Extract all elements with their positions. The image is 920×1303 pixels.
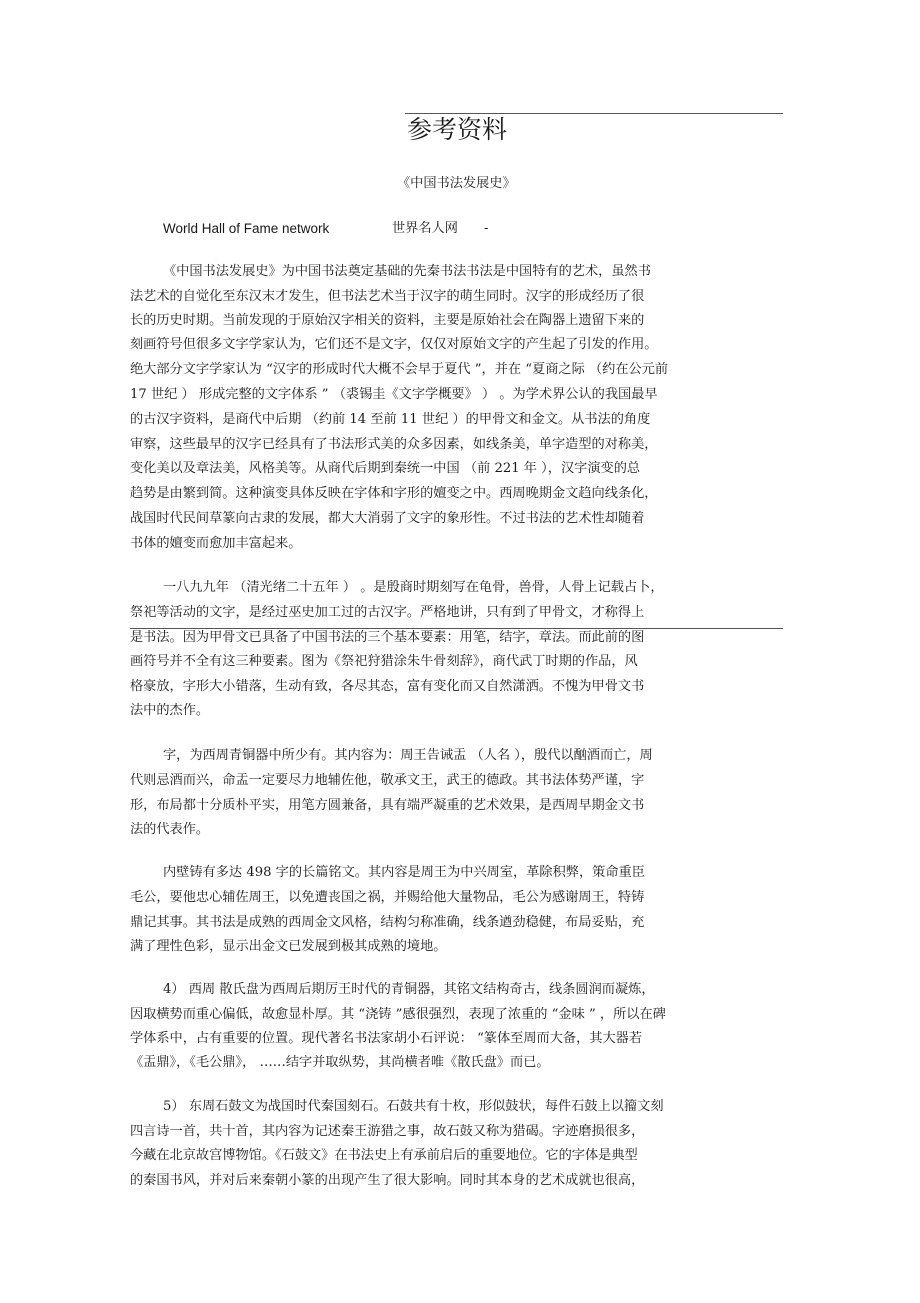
body-line: 内壁铸有多达 498 字的长篇铭文。其内容是周王为中兴周室，革除积弊，策命重臣 xyxy=(163,865,645,880)
body-line: 代则忌酒而兴，命盂一定要尽力地辅佐他，敬承文王，武王的德政。其书法体势严谨，字 xyxy=(130,773,645,788)
body-line: 趋势是由繁到简。这种演变具体反映在字体和字形的嬗变之中。西周晚期金文趋向线条化， xyxy=(130,486,658,501)
body-line: 17 世纪 ） 形成完整的文字体系 ” （裘锡圭《文字学概要》 ） 。为学术界公认的我国最早 xyxy=(130,387,658,402)
body-line: 学体系中，占有重要的位置。现代著名书法家胡小石评说： “篆体至周而大备，其大器若 xyxy=(130,1031,643,1046)
body-line: 是书法。因为甲骨文已具备了中国书法的三个基本要素：用笔，结字，章法。而此前的图 xyxy=(130,630,645,645)
body-line: 变化美以及章法美，风格美等。从商代后期到秦统一中国 （前 221 年 ），汉字演变的总 xyxy=(130,461,641,476)
body-line: 祭祀等活动的文字，是经过巫史加工过的古汉字。严格地讲，只有到了甲骨文，才称得上 xyxy=(130,605,645,620)
body-line: 法艺术的自觉化至东汉末才发生，但书法艺术当于汉字的萌生同时。汉字的形成经历了很 xyxy=(130,289,645,304)
page-title: 参考资料 xyxy=(407,115,508,144)
body-line: 四言诗一首，共十首，其内容为记述秦王游猎之事，故石鼓又称为猎碣。字迹磨损很多， xyxy=(130,1124,645,1139)
body-line: 法中的杰作。 xyxy=(130,703,210,718)
body-line: 形，布局都十分质朴平实，用笔方圆兼备，具有端严凝重的艺术效果，是西周早期金文书 xyxy=(130,798,645,813)
body-line: 审察，这些最早的汉字已经具有了书法形式美的众多因素，如线条美，单字造型的对称美， xyxy=(130,437,658,452)
body-line: 鼎记其事。其书法是成熟的西周金文风格，结构匀称准确，线条遒劲稳健，布局妥贴，充 xyxy=(130,915,645,930)
body-line: 毛公，要他忠心辅佐周王，以免遭丧国之祸，并赐给他大量物品，毛公为感谢周王，特铸 xyxy=(130,890,645,905)
body-line: 《中国书法发展史》为中国书法奠定基础的先秦书法书法是中国特有的艺术，虽然书 xyxy=(163,264,651,279)
body-line: 5） 东周石鼓文为战国时代秦国刻石。石鼓共有十枚，形似鼓状，每件石鼓上以籀文刻 xyxy=(163,1099,664,1114)
body-line: 的古汉字资料，是商代中后期 （约前 14 至前 11 世纪 ）的甲骨文和金文。从书法的角度 xyxy=(130,412,651,427)
body-line: 《盂鼎》，《毛公鼎》， ……结字并取纵势，其尚横者唯《散氏盘》而已。 xyxy=(130,1055,550,1070)
body-line: 一八九九年 （清光绪二十五年 ） 。是殷商时期刻写在龟骨，兽骨，人骨上记载占卜， xyxy=(163,580,664,595)
body-line: 长的历史时期。当前发现的于原始汉字相关的资料，主要是原始社会在陶器上遗留下来的 xyxy=(130,313,645,328)
source-english: World Hall of Fame network xyxy=(163,221,330,236)
body-line: 画符号并不全有这三种要素。图为《祭祀狩猎涂朱牛骨刻辞》，商代武丁时期的作品，风 xyxy=(130,654,638,669)
body-line: 今藏在北京故宫博物馆。《石鼓文》在书法史上有承前启后的重要地位。它的字体是典型 xyxy=(130,1148,638,1163)
source-dash: - xyxy=(484,221,489,236)
body-line: 法的代表作。 xyxy=(130,822,210,837)
source-chinese: 世界名人网 xyxy=(392,221,458,236)
body-line: 字，为西周青铜器中所少有。其内容为：周王告诫盂 （人名 ），殷代以酗酒而亡，周 xyxy=(163,748,653,763)
body-line: 战国时代民间草篆向古隶的发展，都大大消弱了文字的象形性。不过书法的艺术性却随着 xyxy=(130,511,645,526)
body-line: 格豪放，字形大小错落，生动有致，各尽其态，富有变化而又自然潇洒。不愧为甲骨文书 xyxy=(130,679,645,694)
body-line: 的秦国书风，并对后来秦朝小篆的出现产生了很大影响。同时其本身的艺术成就也很高， xyxy=(130,1173,645,1188)
book-title: 《中国书法发展史》 xyxy=(397,176,516,191)
body-line: 4） 西周 散氏盘为西周后期厉王时代的青铜器，其铭文结构奇古，线条圆润而凝炼， xyxy=(163,982,655,997)
body-line: 绝大部分文字学家认为 “汉字的形成时代大概不会早于夏代 ”，并在 “夏商之际 （约在公元前 xyxy=(130,362,669,377)
body-line: 刻画符号但很多文字学家认为，它们还不是文字，仅仅对原始文字的产生起了引发的作用。 xyxy=(130,337,658,352)
body-line: 书体的嬗变而愈加丰富起来。 xyxy=(130,536,302,551)
body-line: 因取横势而重心偏低，故愈显朴厚。其 “浇铸 ”感很强烈，表现了浓重的 “金味 ” ，所以在碑 xyxy=(130,1007,666,1022)
body-line: 满了理性色彩，显示出金文已发展到极其成熟的境地。 xyxy=(130,939,447,954)
